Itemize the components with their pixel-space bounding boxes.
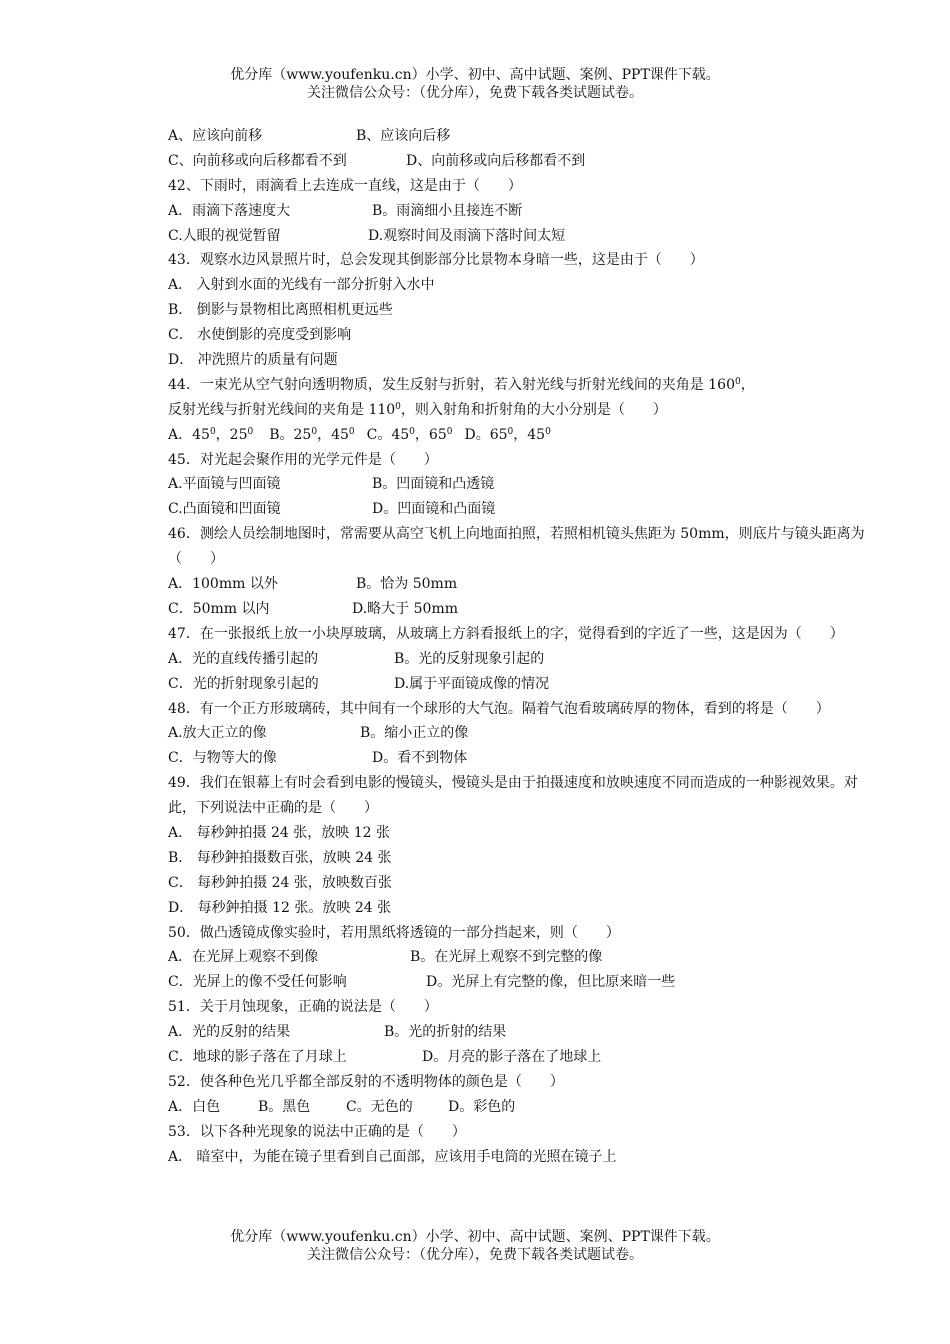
q51-options-row-1 [168, 1020, 868, 1045]
q50-option-b: B。在光屏上观察不到完整的像 [410, 949, 603, 966]
q50-options-row-2 [168, 970, 868, 995]
degree-mark: 0 [446, 426, 453, 437]
degree-mark: 0 [348, 426, 355, 437]
q45-stem: 45．对光起会聚作用的光学元件是（ ） [168, 451, 438, 468]
q44-option-a [168, 423, 253, 448]
q49-option-b: B． 每秒鈡拍摄数百张，放映 24 张 [168, 849, 392, 866]
q46-stem: 46．测绘人员绘制地图时，常需要从高空飞机上向地面拍照，若照相机镜头焦距为 50mm，则底片与镜头距离为（ ） [168, 526, 865, 568]
degree-mark: 0 [311, 426, 318, 437]
q48-stem: 48．有一个正方形玻璃砖，其中间有一个球形的大气泡。隔着气泡看玻璃砖厚的物体，看到的将是（ ） [168, 700, 830, 717]
page-header [0, 66, 950, 102]
q47-stem: 47．在一张报纸上放一小块厚玻璃，从玻璃上方斜看报纸上的字，觉得看到的字近了一些，这是因为（ ） [168, 625, 844, 642]
q48-option-c: C．与物等大的像 [168, 750, 277, 767]
q45-option-d: D。凹面镜和凸面镜 [372, 501, 496, 518]
q45-option-a: A.平面镜与凹面镜 [168, 476, 281, 493]
q52-options [168, 1095, 868, 1120]
q50-option-d: D。光屏上有完整的像，但比原来暗一些 [426, 974, 676, 991]
q50-option-a: A．在光屏上观察不到像 [168, 949, 319, 966]
q42-option-d: D.观察时间及雨滴下落时间太短 [368, 227, 566, 244]
q46-options-row-1 [168, 572, 868, 597]
q44-option-d-part-2: ，45 [513, 426, 546, 443]
q46-option-b: B。恰为 50mm [356, 576, 458, 593]
q41-options-row-1 [168, 124, 868, 149]
q44-stem-part-2: ， [740, 376, 755, 393]
q46-option-a: A．100mm 以外 [168, 576, 278, 593]
page-footer [0, 1228, 950, 1264]
q43-stem: 43．观察水边风景照片时，总会发现其倒影部分比景物本身暗一些，这是由于（ ） [168, 252, 704, 269]
q48-option-d: D。看不到物体 [372, 750, 468, 767]
q52-stem: 52．使各种色光几乎都全部反射的不透明物体的颜色是（ ） [168, 1073, 564, 1090]
q44-options [168, 423, 868, 448]
q50-options-row-1 [168, 945, 868, 970]
degree-mark: 0 [409, 426, 415, 437]
q51-option-a: A．光的反射的结果 [168, 1024, 291, 1041]
header-line-1: 优分库（www.youfenku.cn）小学、初中、高中试题、案例、PPT课件下载。 [230, 67, 720, 83]
q41-option-d: D、向前移或向后移都看不到 [406, 152, 586, 169]
q44-stem-part-1: 44．一束光从空气射向透明物质，发生反射与折射，若入射光线与折射光线间的夹角是 160 [168, 376, 735, 393]
q41-option-c: C、向前移或向后移都看不到 [168, 152, 347, 169]
q52-option-b: B。黑色 [258, 1098, 311, 1115]
q45-option-c: C.凸面镜和凹面镜 [168, 501, 281, 518]
q46-option-c: C．50mm 以内 [168, 600, 270, 617]
degree-mark: 0 [209, 426, 216, 437]
q44-option-b-part-1: B。25 [269, 426, 312, 443]
question-content [168, 124, 868, 1170]
degree-mark: 0 [734, 376, 741, 387]
q52-option-a: A．白色 [168, 1098, 221, 1115]
q44-stem-line-1 [168, 373, 868, 398]
q43-option-c: C． 水使倒影的亮度受到影响 [168, 327, 352, 344]
q49-option-c: C． 每秒鈡拍摄 24 张，放映数百张 [168, 874, 392, 891]
q42-options-row-1 [168, 199, 868, 224]
degree-mark: 0 [395, 401, 401, 412]
q44-option-c [367, 423, 453, 448]
degree-mark: 0 [507, 426, 514, 437]
q44-option-b [269, 423, 354, 448]
q44-option-b-part-2: ，45 [317, 426, 349, 443]
q45-options-row-2 [168, 497, 868, 522]
q42-options-row-2 [168, 224, 868, 249]
q43-option-b: B． 倒影与景物相比离照相机更远些 [168, 302, 393, 319]
degree-mark: 0 [545, 426, 551, 437]
q44-option-d-part-1: D。65 [464, 426, 508, 443]
q44-option-c-part-2: ，65 [414, 426, 447, 443]
q50-stem: 50．做凸透镜成像实验时，若用黑纸将透镜的一部分挡起来，则（ ） [168, 924, 620, 941]
q51-option-b: B。光的折射的结果 [384, 1024, 507, 1041]
q47-options-row-2 [168, 672, 868, 697]
q41-options-row-2 [168, 149, 868, 174]
q53-option-a: A． 暗室中，为能在镜子里看到自己面部，应该用手电筒的光照在镜子上 [168, 1148, 617, 1165]
header-line-2: 关注微信公众号：（优分库），免费下载各类试题试卷。 [307, 85, 643, 101]
q45-options-row-1 [168, 472, 868, 497]
q51-option-c: C．地球的影子落在了月球上 [168, 1049, 347, 1066]
q44-stem-line-2 [168, 398, 868, 423]
q46-option-d: D.略大于 50mm [352, 600, 458, 617]
q47-option-a: A．光的直线传播引起的 [168, 650, 319, 667]
degree-mark: 0 [247, 426, 254, 437]
q44-option-d [464, 423, 550, 448]
q42-stem: 42、下雨时，雨滴看上去连成一直线，这是由于（ ） [168, 177, 522, 194]
q44-stem-part-3: 反射光线与折射光线间的夹角是 110 [168, 401, 396, 418]
q42-option-c: C.人眼的视觉暂留 [168, 227, 281, 244]
q50-option-c: C．光屏上的像不受任何影响 [168, 974, 347, 991]
q51-option-d: D。月亮的影子落在了地球上 [422, 1049, 602, 1066]
q48-options-row-1 [168, 721, 868, 746]
q44-option-a-part-2: ，25 [215, 426, 248, 443]
q48-option-a: A.放大正立的像 [168, 725, 267, 742]
q44-option-a-part-1: A．45 [168, 426, 210, 443]
q53-stem: 53．以下各种光现象的说法中正确的是（ ） [168, 1123, 466, 1140]
q46-options-row-2 [168, 597, 868, 622]
q52-option-c: C。无色的 [346, 1098, 413, 1115]
q52-option-d: D。彩色的 [448, 1098, 516, 1115]
q42-option-b: B。雨滴细小且接连不断 [372, 202, 523, 219]
footer-line-2: 关注微信公众号：（优分库），免费下载各类试题试卷。 [307, 1247, 643, 1263]
q49-option-a: A． 每秒鈡拍摄 24 张，放映 12 张 [168, 825, 390, 842]
q51-stem: 51．关于月蚀现象，正确的说法是（ ） [168, 999, 438, 1016]
q47-option-d: D.属于平面镜成像的情况 [394, 675, 550, 692]
q43-option-a: A． 入射到水面的光线有一部分折射入水中 [168, 277, 435, 294]
q47-option-c: C．光的折射现象引起的 [168, 675, 319, 692]
q44-option-c-part-1: C。45 [366, 426, 410, 443]
q49-option-d: D． 每秒鈡拍摄 12 张。放映 24 张 [168, 899, 392, 916]
q45-option-b: B。凹面镜和凸透镜 [372, 476, 495, 493]
q42-option-a: A．雨滴下落速度大 [168, 202, 291, 219]
q43-option-d: D． 冲洗照片的质量有问题 [168, 352, 338, 369]
q47-option-b: B。光的反射现象引起的 [394, 650, 545, 667]
q51-options-row-2 [168, 1045, 868, 1070]
q44-stem-part-4: ，则入射角和折射角的大小分别是（ ） [400, 401, 667, 418]
q48-option-b: B。缩小正立的像 [360, 725, 469, 742]
q48-options-row-2 [168, 746, 868, 771]
footer-line-1: 优分库（www.youfenku.cn）小学、初中、高中试题、案例、PPT课件下载。 [230, 1229, 720, 1245]
q41-option-b: B、应该向后移 [356, 128, 451, 144]
q41-option-a: A、应该向前移 [168, 128, 263, 144]
q47-options-row-1 [168, 647, 868, 672]
q49-stem: 49．我们在银幕上有时会看到电影的慢镜头，慢镜头是由于拍摄速度和放映速度不同而造成的一种影视效果。对此，下列说法中正确的是（ ） [168, 775, 858, 817]
